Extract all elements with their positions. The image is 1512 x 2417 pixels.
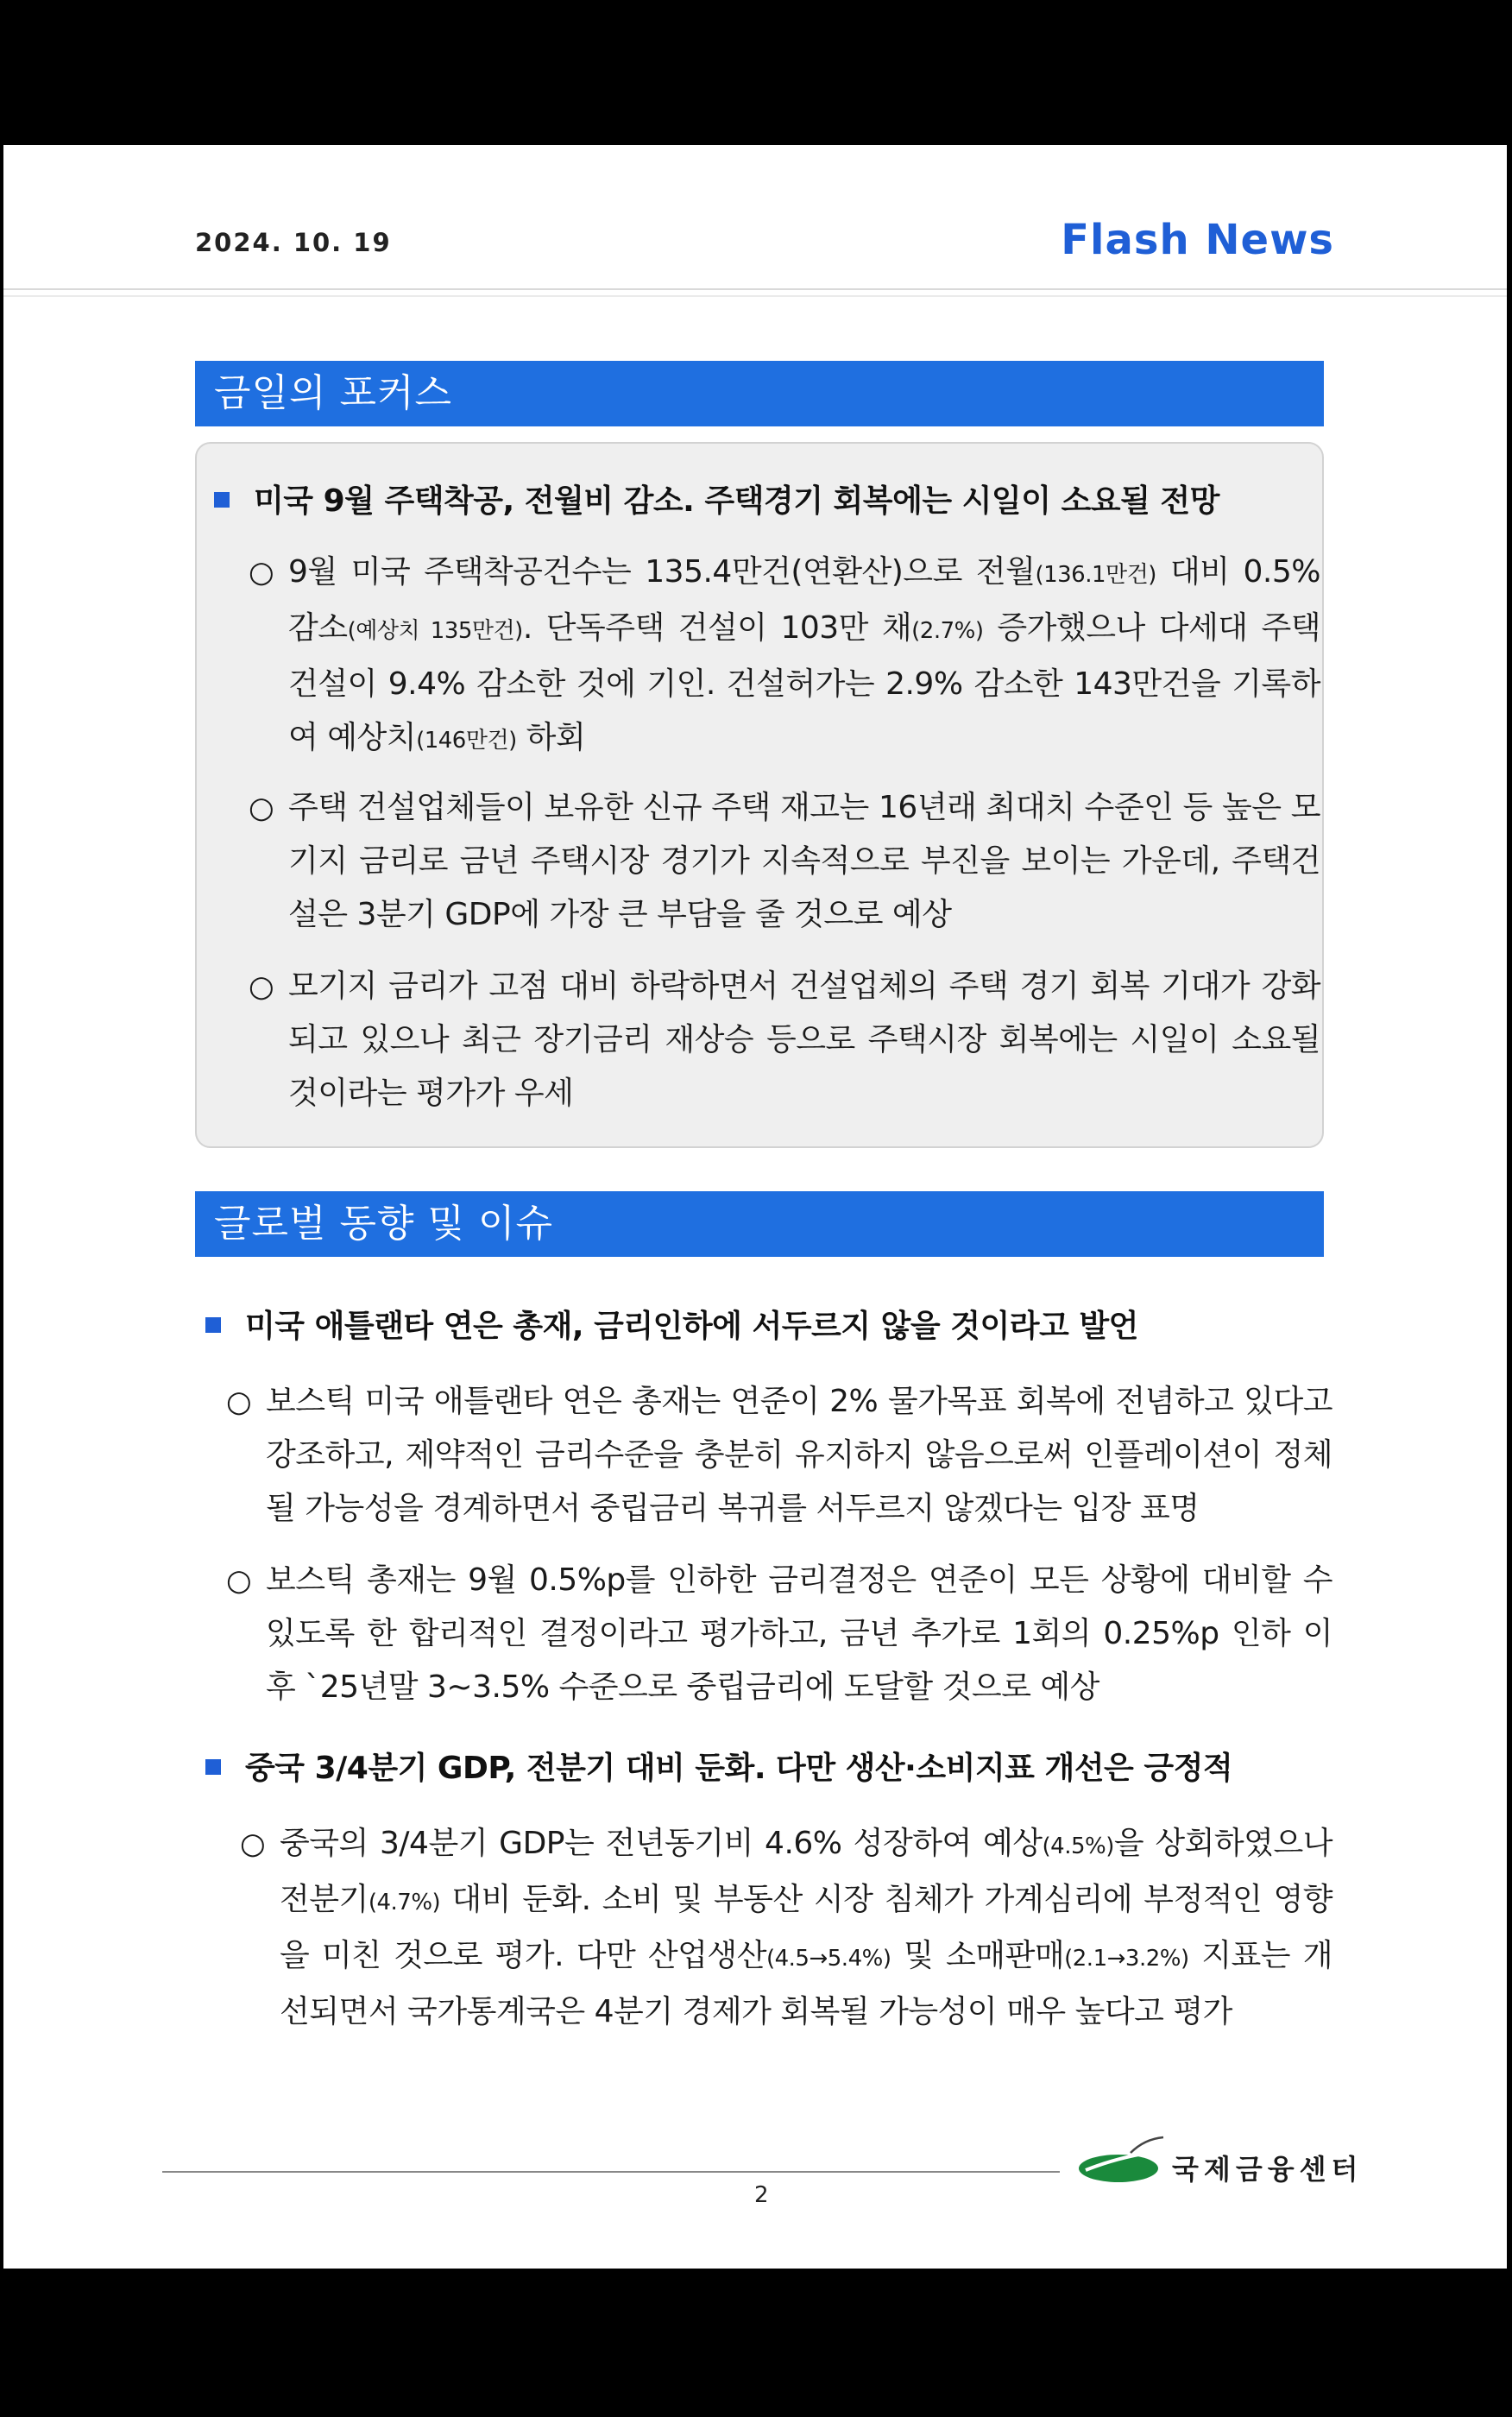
bullet-text: 중국의 3/4분기 GDP는 전년동기비 4.6% 성장하여 예상(4.5%)을 상회하였으나 전분기(4.7%) 대비 둔화. 소비 및 부동산 시장 침체가 가계심리에 부정적인 영향을 미친 것으로 평가. 다만 산업생산(4.5→5.4%) 및 소매판매(2.1→3.2%) 지표는 개선되면서 국가통계국은 4분기 경제가 회복될 가능성이 매우 높다고 평가	[280, 1826, 1332, 2029]
topic-headline-text: 중국 3/4분기 GDP, 전분기 대비 둔화. 다만 생산·소비지표 개선은 긍정적	[245, 1751, 1233, 1786]
blue-square-icon	[205, 1759, 221, 1775]
header-divider	[3, 288, 1507, 290]
organization-logo	[1077, 2136, 1364, 2187]
page-number: 2	[754, 2182, 769, 2208]
footer-divider	[162, 2171, 1060, 2173]
document-page	[3, 145, 1507, 2269]
kcif-logo-icon	[1077, 2136, 1172, 2187]
circle-bullet-icon: ○	[249, 791, 274, 825]
bullet-text: 주택 건설업체들이 보유한 신규 주택 재고는 16년래 최대치 수준인 등 높은 모기지 금리로 금년 주택시장 경기가 지속적으로 부진을 보이는 가운데, 주택건설은 3분기 GDP에 가장 큰 부담을 줄 것으로 예상	[288, 790, 1320, 932]
blue-square-icon	[214, 492, 230, 508]
organization-name: 국제금융센터	[1172, 2153, 1364, 2186]
report-date: 2024. 10. 19	[195, 228, 392, 257]
brand-title: Flash News	[1061, 216, 1334, 264]
bullet-text: 모기지 금리가 고점 대비 하락하면서 건설업체의 주택 경기 회복 기대가 강화되고 있으나 최근 장기금리 재상승 등으로 주택시장 회복에는 시일이 소요될 것이라는 평가가 우세	[288, 969, 1320, 1111]
section-title-global: 글로벌 동향 및 이슈	[195, 1191, 1324, 1257]
focus-headline-text: 미국 9월 주택착공, 전월비 감소. 주택경기 회복에는 시일이 소요될 전망	[254, 483, 1219, 519]
circle-bullet-icon: ○	[240, 1827, 266, 1861]
circle-bullet-icon: ○	[249, 969, 274, 1004]
topic-headline-1	[205, 1302, 1138, 1346]
topic-headline-2	[205, 1744, 1232, 1788]
section-title-focus: 금일의 포커스	[195, 361, 1324, 426]
topic-headline-text: 미국 애틀랜타 연은 총재, 금리인하에 서두르지 않을 것이라고 발언	[245, 1309, 1138, 1344]
bullet-text: 보스틱 총재는 9월 0.5%p를 인하한 금리결정은 연준이 모든 상황에 대비할 수 있도록 한 합리적인 결정이라고 평가하고, 금년 추가로 1회의 0.25%p 인하 이후 `25년말 3~3.5% 수준으로 중립금리에 도달할 것으로 예상	[266, 1562, 1332, 1705]
focus-headline	[214, 476, 1219, 521]
bullet-text: 9월 미국 주택착공건수는 135.4만건(연환산)으로 전월(136.1만건) 대비 0.5% 감소(예상치 135만건). 단독주택 건설이 103만 채(2.7%) 증가했으나 다세대 주택 건설이 9.4% 감소한 것에 기인. 건설허가는 2.9% 감소한 143만건을 기록하여 예상치(146만건) 하회	[288, 554, 1321, 755]
circle-bullet-icon: ○	[249, 555, 274, 590]
header-divider-secondary	[3, 295, 1507, 297]
circle-bullet-icon: ○	[226, 1563, 252, 1598]
bullet-text: 보스틱 미국 애틀랜타 연은 총재는 연준이 2% 물가목표 회복에 전념하고 있다고 강조하고, 제약적인 금리수준을 충분히 유지하지 않음으로써 인플레이션이 정체될 가능성을 경계하면서 중립금리 복귀를 서두르지 않겠다는 입장 표명	[266, 1384, 1332, 1526]
circle-bullet-icon: ○	[226, 1385, 252, 1419]
blue-square-icon	[205, 1317, 221, 1333]
